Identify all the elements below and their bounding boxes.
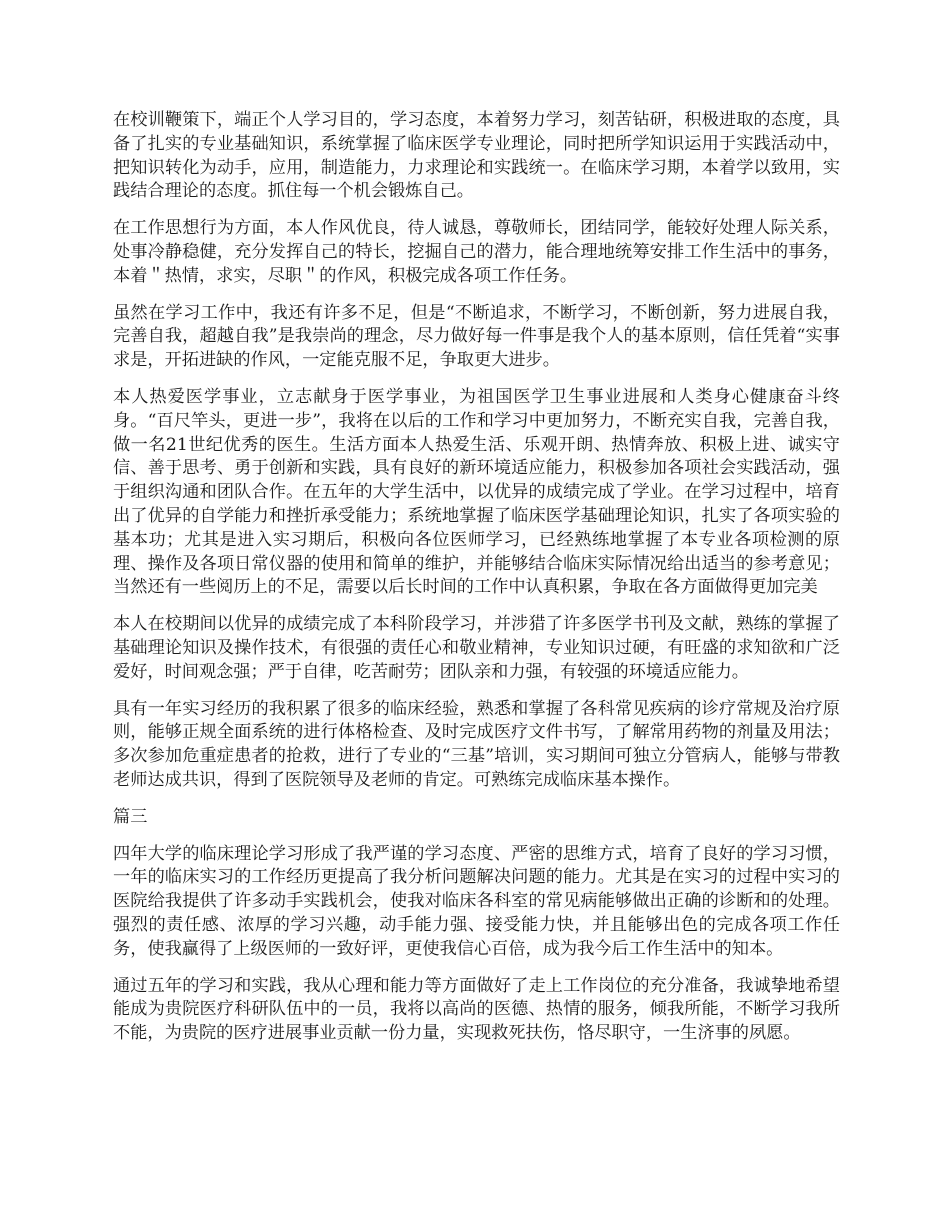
paragraph-3: 虽然在学习工作中，我还有许多不足，但是“不断追求，不断学习，不断创新，努力进展自我，完善自我，超越自我”是我崇尚的理念，尽力做好每一件事是我个人的基本原则，信任凭着“实事求是，开拓进缺的作风，一定能克服不足，争取更大进步。 (113, 302, 840, 371)
paragraph-5: 本人在校期间以优异的成绩完成了本科阶段学习，并涉猎了许多医学书刊及文献，熟练的掌握了基础理论知识及操作技术，有很强的责任心和敬业精神，专业知识过硬，有旺盛的求知欲和广泛爱好，时间观念强；严于自律，吃苦耐劳；团队亲和力强，有较强的环境适应能力。 (113, 614, 840, 682)
paragraph-2: 在工作思想行为方面，本人作风优良，待人诚恳，尊敬师长，团结同学，能较好处理人际关系，处事冷静稳健，充分发挥自己的特长，挖掘自己的潜力，能合理地统筹安排工作生活中的事务，本着＂热情，求实，尽职＂的作风，积极完成各项工作任务。 (113, 218, 840, 286)
paragraph-4: 本人热爱医学事业，立志献身于医学事业，为祖国医学卫生事业进展和人类身心健康奋斗终身。“百尺竿头，更进一步”，我将在以后的工作和学习中更加努力，不断充实自我，完善自我，做一名21世纪优秀的医生。生活方面本人热爱生活、乐观开朗、热情奔放、积极上进、诚实守信、善于思考、勇于创新和实践，具有良好的新环境适应能力，积极参加各项社会实践活动，强于组织沟通和团队合作。在五年的大学生活中，以优异的成绩完成了学业。在学习过程中，培育出了优异的自学能力和挫折承受能力；系统地掌握了临床医学基础理论知识，扎实了各项实验的基本功；尤其是进入实习期后，积极向各位医师学习，已经熟练地掌握了本专业各项检测的原理、操作及各项日常仪器的使用和简单的维护，并能够结合临床实际情况给出适当的参考意见；当然还有一些阅历上的不足，需要以后长时间的工作中认真积累，争取在各方面做得更加完美 (113, 386, 840, 598)
section-heading: 篇三 (113, 806, 148, 827)
paragraph-7: 四年大学的临床理论学习形成了我严谨的学习态度、严密的思维方式，培育了良好的学习习惯，一年的临床实习的工作经历更提高了我分析问题解决问题的能力。尤其是在实习的过程中实习的医院给我提供了许多动手实践机会，使我对临床各科室的常见病能够做出正确的诊断和的处理。强烈的责任感、浓厚的学习兴趣，动手能力强、接受能力快，并且能够出色的完成各项工作任务，使我赢得了上级医师的一致好评，更使我信心百倍，成为我今后工作生活中的知本。 (113, 843, 840, 959)
paragraph-6: 具有一年实习经历的我积累了很多的临床经验，熟悉和掌握了各科常见疾病的诊疗常规及治疗原则，能够正规全面系统的进行体格检查、及时完成医疗文件书写，了解常用药物的剂量及用法；多次参加危重症患者的抢救，进行了专业的“三基”培训，实习期间可独立分管病人，能够与带教老师达成共识，得到了医院领导及老师的肯定。可熟练完成临床基本操作。 (113, 698, 840, 790)
paragraph-1: 在校训鞭策下，端正个人学习目的，学习态度，本着努力学习，刻苦钻研，积极进取的态度，具备了扎实的专业基础知识，系统掌握了临床医学专业理论，同时把所学知识运用于实践活动中，把知识转化为动手，应用，制造能力，力求理论和实践统一。在临床学习期，本着学以致用，实践结合理论的态度。抓住每一个机会锻炼自己。 (113, 110, 840, 202)
document-page (113, 109, 840, 1059)
paragraph-8: 通过五年的学习和实践，我从心理和能力等方面做好了走上工作岗位的充分准备，我诚挚地希望能成为贵院医疗科研队伍中的一员，我将以高尚的医德、热情的服务，倾我所能，不断学习我所不能，为贵院的医疗进展事业贡献一份力量，实现救死扶伤，恪尽职守，一生济事的夙愿。 (113, 975, 840, 1044)
